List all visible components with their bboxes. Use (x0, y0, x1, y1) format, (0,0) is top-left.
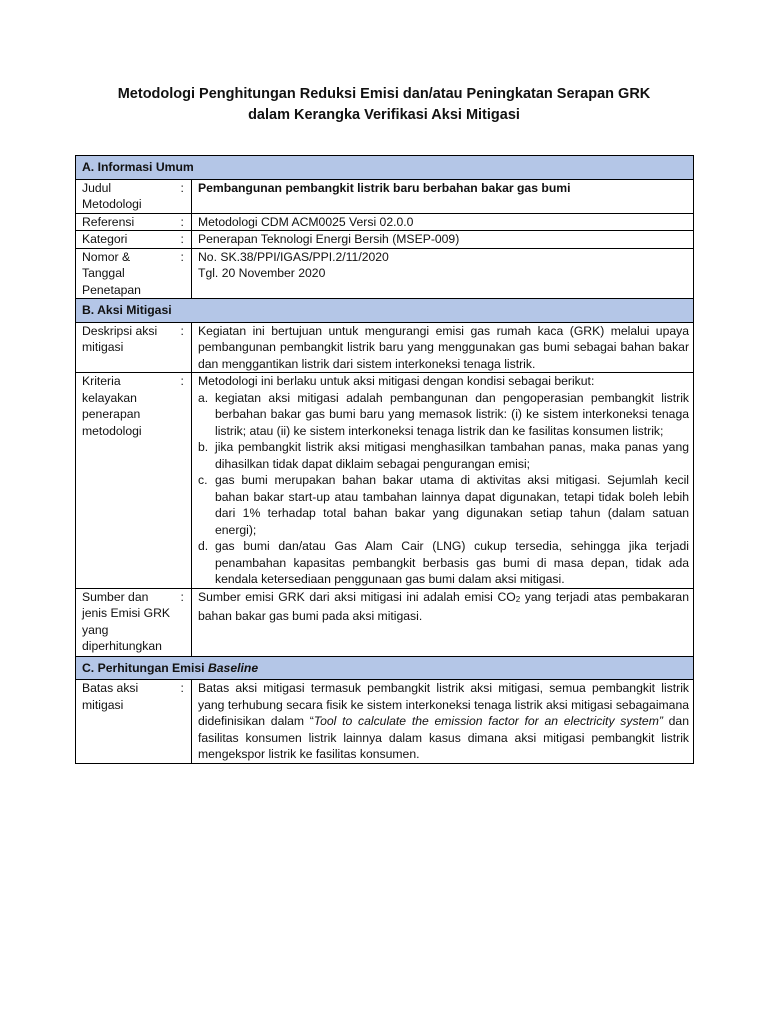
row-label-deskripsi: Deskripsi aksi mitigasi (76, 322, 175, 373)
table-row (76, 213, 694, 231)
batas-tool-title: Tool to calculate the emission factor for an electricity system” (313, 714, 663, 728)
sumber-text-before: Sumber emisi GRK dari aksi mitigasi ini adalah emisi CO (198, 589, 516, 604)
sumber-text-after: yang terjadi atas pembakaran bahan bakar gas bumi pada aksi mitigasi. (198, 589, 689, 623)
list-marker: d. (198, 539, 209, 553)
kriteria-list (198, 390, 689, 588)
row-label-kriteria: Kriteria kelayakan penerapan metodologi (76, 373, 175, 589)
kriteria-intro: Metodologi ini berlaku untuk aksi mitigasi dengan kondisi sebagai berikut: (198, 374, 595, 388)
table-row (76, 248, 694, 299)
list-marker: c. (198, 473, 208, 487)
list-text: kegiatan aksi mitigasi adalah pembangunan dan pengoperasian pembangkit listrik berbahan bakar gas bumi baru yang memasok listrik: (i) ke sistem interkoneksi tenaga listrik; atau (ii) ke sistem interkoneksi tenaga listrik dan ke fasilitas konsumen listrik; (215, 390, 690, 438)
row-value-referensi: Metodologi CDM ACM0025 Versi 02.0.0 (192, 213, 694, 231)
colon: : (175, 248, 192, 299)
section-c-header-italic: Baseline (207, 660, 259, 675)
table-row (76, 680, 694, 764)
list-item (198, 472, 689, 538)
colon: : (175, 680, 192, 764)
colon: : (175, 588, 192, 656)
section-c-header-prefix: C. Perhitungan Emisi (82, 660, 208, 675)
colon: : (175, 322, 192, 373)
colon: : (175, 373, 192, 589)
list-marker: a. (198, 390, 209, 405)
list-marker: b. (198, 440, 209, 454)
row-value-sumber (192, 588, 694, 656)
table-row (76, 231, 694, 249)
list-text: gas bumi dan/atau Gas Alam Cair (LNG) cukup tersedia, sehingga jika terjadi penambahan kapasitas pembangkit berbasis gas bumi di masa depan, tidak ada kendala ketersediaan penggunaan gas bumi dalam aksi mitigasi. (215, 539, 690, 586)
co2-subscript: 2 (515, 594, 521, 604)
row-label-judul: Judul Metodologi (76, 179, 175, 213)
row-label-kategori: Kategori (76, 231, 175, 249)
row-label-sumber: Sumber dan jenis Emisi GRK yang diperhitungkan (76, 588, 175, 656)
table-row (76, 322, 694, 373)
row-value-batas (192, 680, 694, 764)
batas-text-before: Batas aksi mitigasi termasuk pembangkit listrik aksi mitigasi, semua pembangkit listrik yang terhubung secara fisik ke sistem interkoneksi tenaga listrik aksi mitigasi sebagaimana didefinisikan dalam “ (198, 681, 690, 728)
list-text: gas bumi merupakan bahan bakar utama di aktivitas aksi mitigasi. Sejumlah kecil bahan bakar start-up atau tambahan lainnya dapat digunakan, tetapi tidak boleh lebih dari 1% terhadap total bahan bakar yang digunakan setiap tahun (dalam satuan energi); (215, 473, 690, 537)
row-label-nomor: Nomor & Tanggal Penetapan (76, 248, 175, 299)
row-label-batas: Batas aksi mitigasi (76, 680, 175, 764)
colon: : (175, 179, 192, 213)
row-value-kriteria (192, 373, 694, 589)
section-c-header-row (76, 656, 694, 680)
title-line-1: Metodologi Penghitungan Reduksi Emisi dan/atau Peningkatan Serapan GRK (117, 86, 651, 102)
table-row (76, 179, 694, 213)
list-item (198, 390, 689, 440)
row-value-nomor (192, 248, 694, 299)
table-row (76, 588, 694, 656)
colon: : (175, 231, 192, 249)
tanggal-penetapan: Tgl. 20 November 2020 (198, 266, 326, 280)
methodology-table (75, 155, 694, 764)
list-item (198, 538, 689, 588)
section-a-header-row (76, 156, 694, 180)
batas-text-after: dan fasilitas konsumen listrik lainnya dalam kasus dimana aksi mitigasi pembangkit listrik mengekspor listrik ke fasilitas konsumen. (198, 714, 690, 761)
row-label-referensi: Referensi (76, 213, 175, 231)
table-row (76, 373, 694, 589)
row-value-kategori: Penerapan Teknologi Energi Bersih (MSEP-009) (192, 231, 694, 249)
nomor-sk: No. SK.38/PPI/IGAS/PPI.2/11/2020 (198, 249, 389, 264)
list-item (198, 439, 689, 472)
section-b-header: B. Aksi Mitigasi (76, 299, 694, 323)
list-text: jika pembangkit listrik aksi mitigasi menghasilkan tambahan panas, maka panas yang dihasilkan tidak dapat diklaim sebagai pengurangan emisi; (215, 440, 690, 471)
section-a-header: A. Informasi Umum (76, 156, 694, 180)
row-value-deskripsi: Kegiatan ini bertujuan untuk mengurangi emisi gas rumah kaca (GRK) melalui upaya pembangunan pembangkit listrik baru yang menggunakan gas bumi sebagai bahan bakar dan menggantikan listrik dari sistem interkoneksi tenaga listrik. (192, 322, 694, 373)
row-value-judul: Pembangunan pembangkit listrik baru berbahan bakar gas bumi (192, 179, 694, 213)
section-c-header (76, 656, 694, 680)
colon: : (175, 213, 192, 231)
document-title (60, 84, 708, 126)
title-line-2: dalam Kerangka Verifikasi Aksi Mitigasi (248, 107, 520, 123)
section-b-header-row (76, 299, 694, 323)
